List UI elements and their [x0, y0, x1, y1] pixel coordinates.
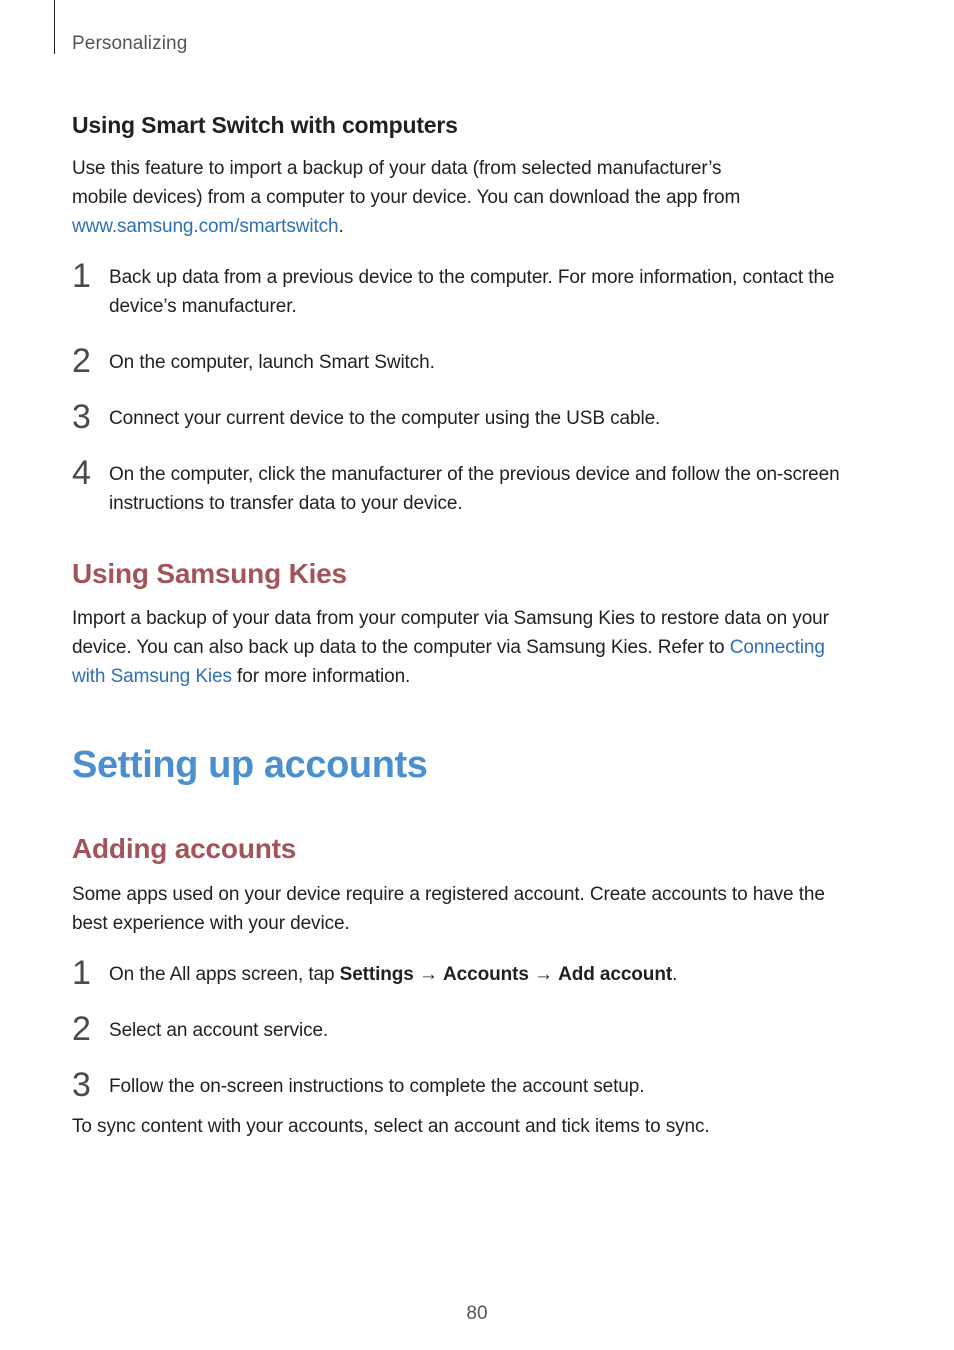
- arrow-icon: →: [413, 964, 444, 985]
- step-number: 2: [72, 342, 91, 380]
- adding-accounts-intro: [72, 880, 882, 938]
- smart-switch-intro-line-2: mobile devices) from a computer to your device. You can download the app from: [72, 187, 741, 208]
- adding-intro-line-2: best experience with your device.: [72, 913, 350, 934]
- smart-switch-intro-line-1: Use this feature to import a backup of your data (from selected manufacturer’s: [72, 158, 722, 179]
- arrow-icon: →: [528, 964, 559, 985]
- kies-paragraph: [72, 604, 882, 691]
- running-head: Personalizing: [72, 33, 188, 54]
- step-number: 2: [72, 1010, 91, 1048]
- adding-step-1: [72, 954, 884, 992]
- kies-heading: Using Samsung Kies: [72, 558, 347, 589]
- step-text: On the computer, launch Smart Switch.: [109, 352, 435, 373]
- adding-step-2: [72, 1010, 884, 1048]
- kies-line-3-text: for more information.: [231, 666, 411, 687]
- step-1-prefix: On the All apps screen, tap: [109, 964, 340, 985]
- smart-switch-link-end: .: [338, 216, 344, 237]
- side-rule: [54, 0, 55, 54]
- smart-switch-heading: Using Smart Switch with computers: [72, 112, 458, 138]
- step-text: Select an account service.: [109, 1020, 329, 1041]
- add-account-label: Add account: [558, 964, 673, 985]
- smart-switch-step-1: [72, 257, 884, 321]
- page-number: 80: [466, 1303, 488, 1324]
- kies-line-2-text: device. You can also back up data to the computer via Samsung Kies. Refer to: [72, 637, 730, 658]
- smart-switch-step-3: [72, 398, 884, 436]
- step-text-line-1: On the computer, click the manufacturer of the previous device and follow the on-screen: [109, 464, 840, 485]
- adding-intro-line-1: Some apps used on your device require a registered account. Create accounts to have the: [72, 884, 825, 905]
- kies-line-1: Import a backup of your data from your computer via Samsung Kies to restore data on your: [72, 608, 829, 629]
- settings-label: Settings: [339, 964, 414, 985]
- smart-switch-step-4: [72, 454, 884, 518]
- smart-switch-intro: [72, 154, 882, 241]
- step-1-end: .: [672, 964, 678, 985]
- sync-note: To sync content with your accounts, select an account and tick items to sync.: [72, 1116, 710, 1137]
- kies-link-part-1[interactable]: Connecting: [729, 637, 825, 658]
- step-number: 1: [72, 257, 91, 295]
- adding-step-3: [72, 1066, 884, 1104]
- adding-accounts-heading: Adding accounts: [72, 833, 297, 864]
- chapter-title: Setting up accounts: [72, 744, 428, 786]
- step-text: [109, 263, 884, 321]
- step-number: 3: [72, 1066, 91, 1104]
- step-text-line-2: instructions to transfer data to your device.: [109, 493, 463, 514]
- step-number: 1: [72, 954, 91, 992]
- kies-link-part-2[interactable]: with Samsung Kies: [72, 666, 232, 687]
- kies-line-3: [72, 662, 882, 691]
- smart-switch-step-2: [72, 342, 884, 380]
- smart-switch-intro-line-3: [72, 212, 882, 241]
- step-text: [109, 460, 884, 518]
- step-number: 3: [72, 398, 91, 436]
- step-text-line-1: Back up data from a previous device to the computer. For more information, contact the: [109, 267, 835, 288]
- accounts-label: Accounts: [443, 964, 529, 985]
- step-text: Connect your current device to the computer using the USB cable.: [109, 408, 661, 429]
- step-text: Follow the on-screen instructions to complete the account setup.: [109, 1076, 645, 1097]
- step-number: 4: [72, 454, 91, 492]
- kies-line-2: [72, 633, 882, 662]
- step-text-line-2: device’s manufacturer.: [109, 296, 297, 317]
- step-text: [109, 960, 884, 989]
- smart-switch-link[interactable]: www.samsung.com/smartswitch: [72, 216, 339, 237]
